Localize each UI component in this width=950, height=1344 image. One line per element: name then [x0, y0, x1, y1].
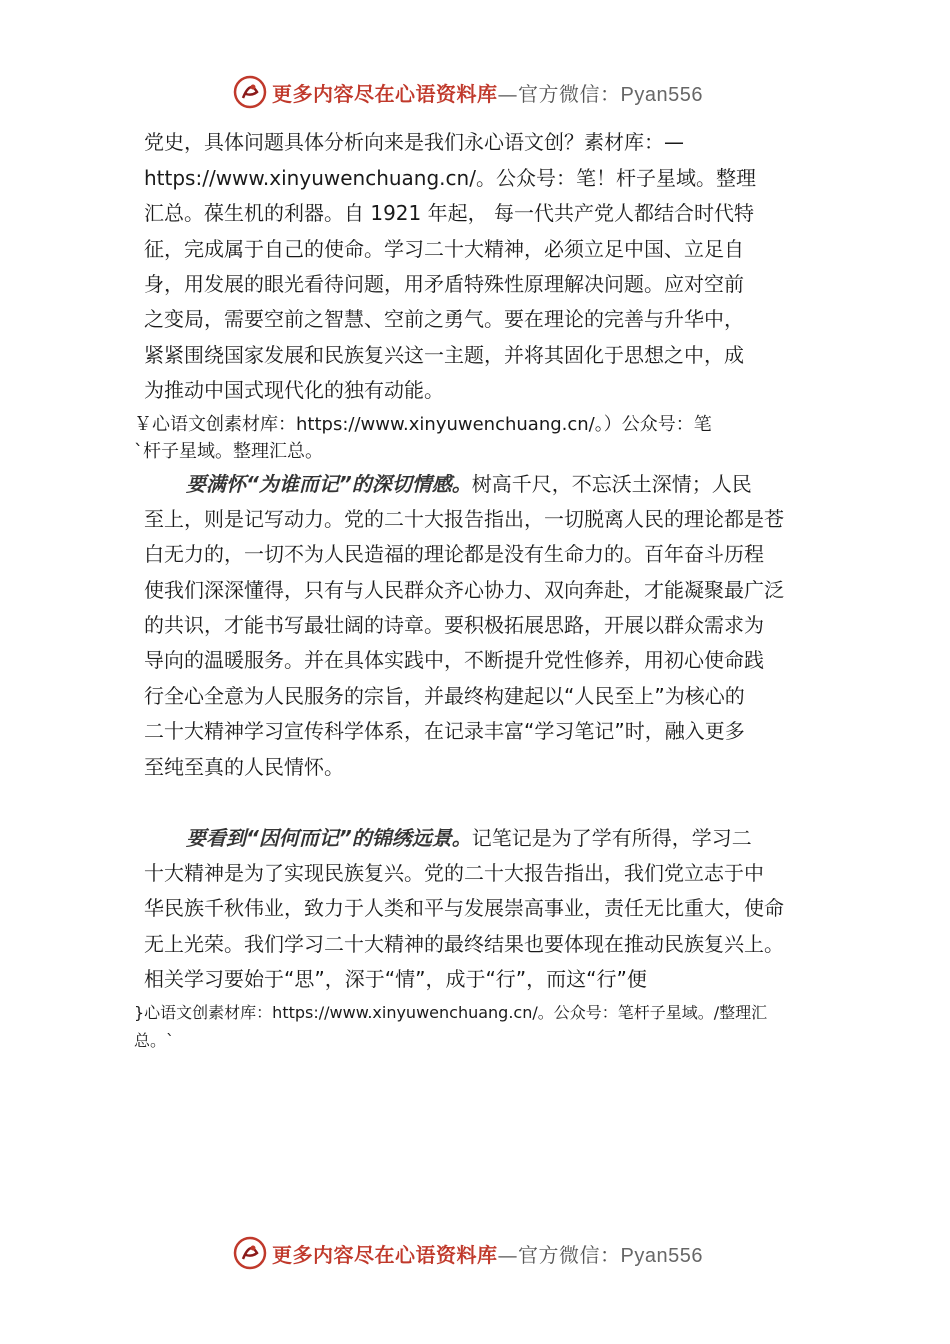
- text-line: 的共识，才能书写最壮阔的诗章。要积极拓展思路，开展以群众需求为: [144, 613, 764, 637]
- text-line: 至纯至真的人民情怀。: [144, 755, 344, 779]
- banner-dash: —: [497, 1242, 518, 1267]
- logo-icon: [232, 1235, 268, 1271]
- logo-icon: [232, 74, 268, 110]
- text-line: 身，用发展的眼光看待问题，用矛盾特殊性原理解决问题。应对空前: [144, 272, 744, 296]
- text-line: 党史，具体问题具体分析向来是我们永心语文创？素材库：—: [144, 130, 684, 154]
- watermark-note: }心语文创素材库：https://www.xinyuwenchuang.cn/。公众号：笔杆子星域。/整理汇: [134, 1003, 768, 1022]
- banner-main-text: 更多内容尽在心语资料库: [272, 1242, 498, 1267]
- watermark-note: `杆子星域。整理汇总。: [134, 441, 323, 462]
- text-line: 紧紧围绕国家发展和民族复兴这一主题，并将其固化于思想之中，成: [144, 343, 744, 367]
- banner-wechat-id: Pyan556: [620, 83, 703, 106]
- text-line: 白无力的，一切不为人民造福的理论都是没有生命力的。百年奋斗历程: [144, 542, 764, 566]
- text-line: 使我们深深懂得，只有与人民群众齐心协力、双向奔赴，才能凝聚最广泛: [144, 578, 784, 602]
- text-line: 导向的温暖服务。并在具体实践中，不断提升党性修养，用初心使命践: [144, 648, 764, 672]
- text-line: https://www.xinyuwenchuang.cn/。公众号：笔！杆子星域。整理: [144, 166, 756, 190]
- header-banner: [232, 74, 703, 110]
- text-line: 十大精神是为了实现民族复兴。党的二十大报告指出，我们党立志于中: [144, 861, 764, 885]
- text-line: 行全心全意为人民服务的宗旨，并最终构建起以“人民至上”为核心的: [144, 684, 745, 708]
- text-line: 汇总。葆生机的利器。自 1921 年起， 每一代共产党人都结合时代特: [144, 201, 754, 225]
- text-line: 为推动中国式现代化的独有动能。: [144, 378, 444, 402]
- paragraph-text: 记笔记是为了学有所得，学习二: [471, 826, 752, 850]
- text-line: 无上光荣。我们学习二十大精神的最终结果也要体现在推动民族复兴上。: [144, 932, 784, 956]
- paragraph-lead: 要满怀“为谁而记”的深切情感。: [186, 472, 472, 496]
- banner-wechat-label: 官方微信：: [518, 81, 621, 106]
- banner-wechat-label: 官方微信：: [518, 1242, 621, 1267]
- watermark-note: ￥心语文创素材库：https://www.xinyuwenchuang.cn/。）公众号：笔: [134, 414, 712, 435]
- banner-dash: —: [497, 81, 518, 106]
- paragraph-first-line: [186, 466, 752, 502]
- banner-main-text: 更多内容尽在心语资料库: [272, 81, 498, 106]
- text-line: 二十大精神学习宣传科学体系，在记录丰富“学习笔记”时，融入更多: [144, 719, 745, 743]
- text-line: 之变局，需要空前之智慧、空前之勇气。要在理论的完善与升华中，: [144, 307, 744, 331]
- footer-banner: [232, 1235, 703, 1271]
- paragraph-first-line: [186, 820, 752, 856]
- paragraph-lead: 要看到“因何而记”的锦绣远景。: [186, 826, 472, 850]
- text-line: 相关学习要始于“思”，深于“情”，成于“行”，而这“行”便: [144, 967, 647, 991]
- paragraph-text: 树高千尺，不忘沃土深情；人民: [471, 472, 752, 496]
- text-line: 征，完成属于自己的使命。学习二十大精神，必须立足中国、立足自: [144, 237, 744, 261]
- banner-wechat-id: Pyan556: [620, 1244, 703, 1267]
- watermark-note: 总。`: [134, 1031, 175, 1050]
- text-line: 华民族千秋伟业，致力于人类和平与发展崇高事业，责任无比重大，使命: [144, 896, 784, 920]
- text-line: 至上，则是记写动力。党的二十大报告指出，一切脱离人民的理论都是苍: [144, 507, 784, 531]
